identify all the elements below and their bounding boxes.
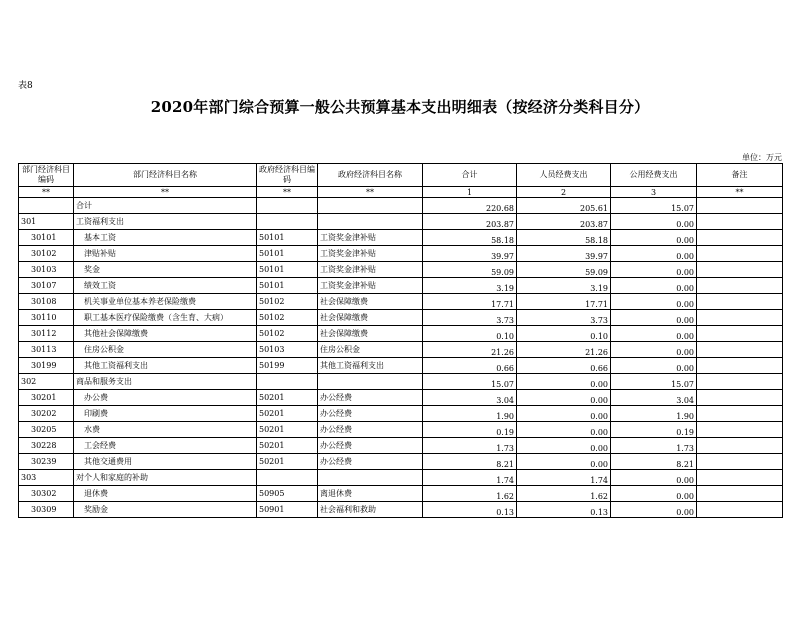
public-cell: 0.00 [611,502,697,518]
remark-cell [697,374,783,390]
gov-name-cell [318,214,423,230]
personnel-cell: 0.10 [517,326,611,342]
column-marker: 1 [423,187,517,198]
table-row [19,342,783,358]
personnel-cell: 0.00 [517,374,611,390]
personnel-cell: 0.00 [517,422,611,438]
total-cell: 203.87 [423,214,517,230]
dept-code-cell [19,198,74,214]
dept-code-cell: 30302 [19,486,74,502]
total-cell: 3.19 [423,278,517,294]
table-row [19,406,783,422]
remark-cell [697,486,783,502]
gov-code-cell [257,470,318,486]
total-cell: 1.73 [423,438,517,454]
dept-code-cell: 302 [19,374,74,390]
column-header-remark: 备注 [697,164,783,187]
personnel-cell: 0.66 [517,358,611,374]
gov-name-cell: 社会保障缴费 [318,310,423,326]
public-cell: 0.00 [611,278,697,294]
gov-code-cell: 50101 [257,278,318,294]
table-row [19,486,783,502]
dept-name-cell: 印刷费 [74,406,257,422]
gov-code-cell: 50102 [257,326,318,342]
gov-code-cell: 50201 [257,454,318,470]
personnel-cell: 39.97 [517,246,611,262]
remark-cell [697,502,783,518]
dept-code-cell: 30202 [19,406,74,422]
personnel-cell: 0.13 [517,502,611,518]
dept-code-cell: 30103 [19,262,74,278]
total-cell: 0.10 [423,326,517,342]
dept-name-cell: 合计 [74,198,257,214]
table-number-label: 表8 [18,81,33,91]
total-cell: 1.62 [423,486,517,502]
gov-name-cell: 社会福利和救助 [318,502,423,518]
dept-code-cell: 30112 [19,326,74,342]
column-marker-row [19,187,783,198]
personnel-cell: 1.74 [517,470,611,486]
public-cell: 0.00 [611,230,697,246]
dept-name-cell: 机关事业单位基本养老保险缴费 [74,294,257,310]
remark-cell [697,358,783,374]
table-row [19,230,783,246]
unit-label: 单位：万元 [742,153,782,162]
gov-name-cell: 办公经费 [318,454,423,470]
public-cell: 15.07 [611,374,697,390]
remark-cell [697,294,783,310]
gov-code-cell [257,374,318,390]
public-cell: 0.00 [611,358,697,374]
dept-code-cell: 30108 [19,294,74,310]
dept-name-cell: 其他社会保障缴费 [74,326,257,342]
remark-cell [697,214,783,230]
remark-cell [697,278,783,294]
personnel-cell: 3.73 [517,310,611,326]
gov-code-cell: 50901 [257,502,318,518]
dept-code-cell: 30102 [19,246,74,262]
table-row [19,470,783,486]
gov-code-cell: 50199 [257,358,318,374]
remark-cell [697,470,783,486]
dept-name-cell: 绩效工资 [74,278,257,294]
total-cell: 8.21 [423,454,517,470]
public-cell: 0.00 [611,246,697,262]
column-header-personnel: 人员经费支出 [517,164,611,187]
dept-code-cell: 30199 [19,358,74,374]
remark-cell [697,422,783,438]
remark-cell [697,390,783,406]
dept-name-cell: 工会经费 [74,438,257,454]
gov-code-cell: 50201 [257,390,318,406]
gov-code-cell [257,198,318,214]
public-cell: 1.90 [611,406,697,422]
remark-cell [697,342,783,358]
gov-name-cell: 工资奖金津补贴 [318,230,423,246]
gov-code-cell: 50201 [257,438,318,454]
remark-cell [697,438,783,454]
gov-name-cell: 住房公积金 [318,342,423,358]
column-marker: ** [74,187,257,198]
gov-name-cell: 社会保障缴费 [318,326,423,342]
personnel-cell: 0.00 [517,454,611,470]
dept-name-cell: 基本工资 [74,230,257,246]
budget-table [18,163,783,518]
dept-code-cell: 30107 [19,278,74,294]
personnel-cell: 203.87 [517,214,611,230]
public-cell: 0.00 [611,294,697,310]
total-cell: 0.66 [423,358,517,374]
gov-name-cell: 办公经费 [318,438,423,454]
public-cell: 15.07 [611,198,697,214]
remark-cell [697,246,783,262]
remark-cell [697,262,783,278]
public-cell: 8.21 [611,454,697,470]
personnel-cell: 17.71 [517,294,611,310]
table-row [19,278,783,294]
total-cell: 3.73 [423,310,517,326]
column-marker: ** [19,187,74,198]
column-header-dept-code: 部门经济科目编码 [19,164,74,187]
gov-name-cell: 办公经费 [318,390,423,406]
remark-cell [697,310,783,326]
remark-cell [697,230,783,246]
remark-cell [697,454,783,470]
dept-code-cell: 30201 [19,390,74,406]
column-marker: ** [257,187,318,198]
public-cell: 0.00 [611,486,697,502]
column-marker: 2 [517,187,611,198]
column-marker: ** [318,187,423,198]
personnel-cell: 59.09 [517,262,611,278]
gov-name-cell: 离退休费 [318,486,423,502]
gov-name-cell: 工资奖金津补贴 [318,278,423,294]
column-header-total: 合计 [423,164,517,187]
dept-code-cell: 303 [19,470,74,486]
dept-code-cell: 30309 [19,502,74,518]
dept-code-cell: 30239 [19,454,74,470]
remark-cell [697,406,783,422]
table-row [19,390,783,406]
dept-code-cell: 30205 [19,422,74,438]
gov-code-cell: 50102 [257,294,318,310]
table-row [19,358,783,374]
table-row [19,374,783,390]
table-row [19,326,783,342]
table-row [19,198,783,214]
gov-code-cell: 50101 [257,230,318,246]
total-cell: 15.07 [423,374,517,390]
gov-name-cell [318,198,423,214]
personnel-cell: 3.19 [517,278,611,294]
dept-name-cell: 津贴补贴 [74,246,257,262]
gov-code-cell: 50101 [257,246,318,262]
dept-code-cell: 30101 [19,230,74,246]
table-row [19,214,783,230]
dept-name-cell: 对个人和家庭的补助 [74,470,257,486]
gov-name-cell: 工资奖金津补贴 [318,246,423,262]
table-row [19,454,783,470]
public-cell: 0.19 [611,422,697,438]
personnel-cell: 1.62 [517,486,611,502]
dept-code-cell: 301 [19,214,74,230]
dept-name-cell: 办公费 [74,390,257,406]
personnel-cell: 0.00 [517,438,611,454]
total-cell: 0.19 [423,422,517,438]
gov-code-cell: 50103 [257,342,318,358]
gov-code-cell [257,214,318,230]
personnel-cell: 0.00 [517,406,611,422]
dept-name-cell: 其他交通费用 [74,454,257,470]
gov-code-cell: 50905 [257,486,318,502]
public-cell: 0.00 [611,310,697,326]
total-cell: 39.97 [423,246,517,262]
public-cell: 0.00 [611,326,697,342]
page-title: 2020年部门综合预算一般公共预算基本支出明细表（按经济分类科目分） [150,98,650,116]
dept-code-cell: 30110 [19,310,74,326]
personnel-cell: 58.18 [517,230,611,246]
personnel-cell: 0.00 [517,390,611,406]
total-cell: 0.13 [423,502,517,518]
dept-name-cell: 水费 [74,422,257,438]
dept-name-cell: 商品和服务支出 [74,374,257,390]
gov-name-cell: 社会保障缴费 [318,294,423,310]
dept-name-cell: 职工基本医疗保险缴费（含生育、大病） [74,310,257,326]
dept-name-cell: 工资福利支出 [74,214,257,230]
gov-name-cell: 办公经费 [318,422,423,438]
dept-name-cell: 住房公积金 [74,342,257,358]
column-marker: ** [697,187,783,198]
table-row [19,502,783,518]
gov-name-cell [318,374,423,390]
remark-cell [697,198,783,214]
remark-cell [697,326,783,342]
gov-name-cell: 工资奖金津补贴 [318,262,423,278]
dept-name-cell: 奖励金 [74,502,257,518]
column-marker: 3 [611,187,697,198]
column-header-gov-code: 政府经济科目编码 [257,164,318,187]
dept-name-cell: 奖金 [74,262,257,278]
public-cell: 0.00 [611,342,697,358]
public-cell: 0.00 [611,214,697,230]
public-cell: 3.04 [611,390,697,406]
table-row [19,422,783,438]
column-header-public: 公用经费支出 [611,164,697,187]
dept-code-cell: 30228 [19,438,74,454]
public-cell: 1.73 [611,438,697,454]
total-cell: 21.26 [423,342,517,358]
gov-name-cell: 办公经费 [318,406,423,422]
column-header-dept-name: 部门经济科目名称 [74,164,257,187]
table-row [19,246,783,262]
dept-code-cell: 30113 [19,342,74,358]
column-header-gov-name: 政府经济科目名称 [318,164,423,187]
header-row [19,164,783,187]
gov-code-cell: 50102 [257,310,318,326]
total-cell: 58.18 [423,230,517,246]
dept-name-cell: 其他工资福利支出 [74,358,257,374]
gov-code-cell: 50201 [257,406,318,422]
table-row [19,294,783,310]
total-cell: 17.71 [423,294,517,310]
public-cell: 0.00 [611,470,697,486]
gov-name-cell: 其他工资福利支出 [318,358,423,374]
total-cell: 220.68 [423,198,517,214]
table-row [19,310,783,326]
personnel-cell: 205.61 [517,198,611,214]
total-cell: 59.09 [423,262,517,278]
public-cell: 0.00 [611,262,697,278]
gov-name-cell [318,470,423,486]
total-cell: 3.04 [423,390,517,406]
total-cell: 1.90 [423,406,517,422]
gov-code-cell: 50201 [257,422,318,438]
table-row [19,262,783,278]
gov-code-cell: 50101 [257,262,318,278]
dept-name-cell: 退休费 [74,486,257,502]
table-row [19,438,783,454]
total-cell: 1.74 [423,470,517,486]
personnel-cell: 21.26 [517,342,611,358]
